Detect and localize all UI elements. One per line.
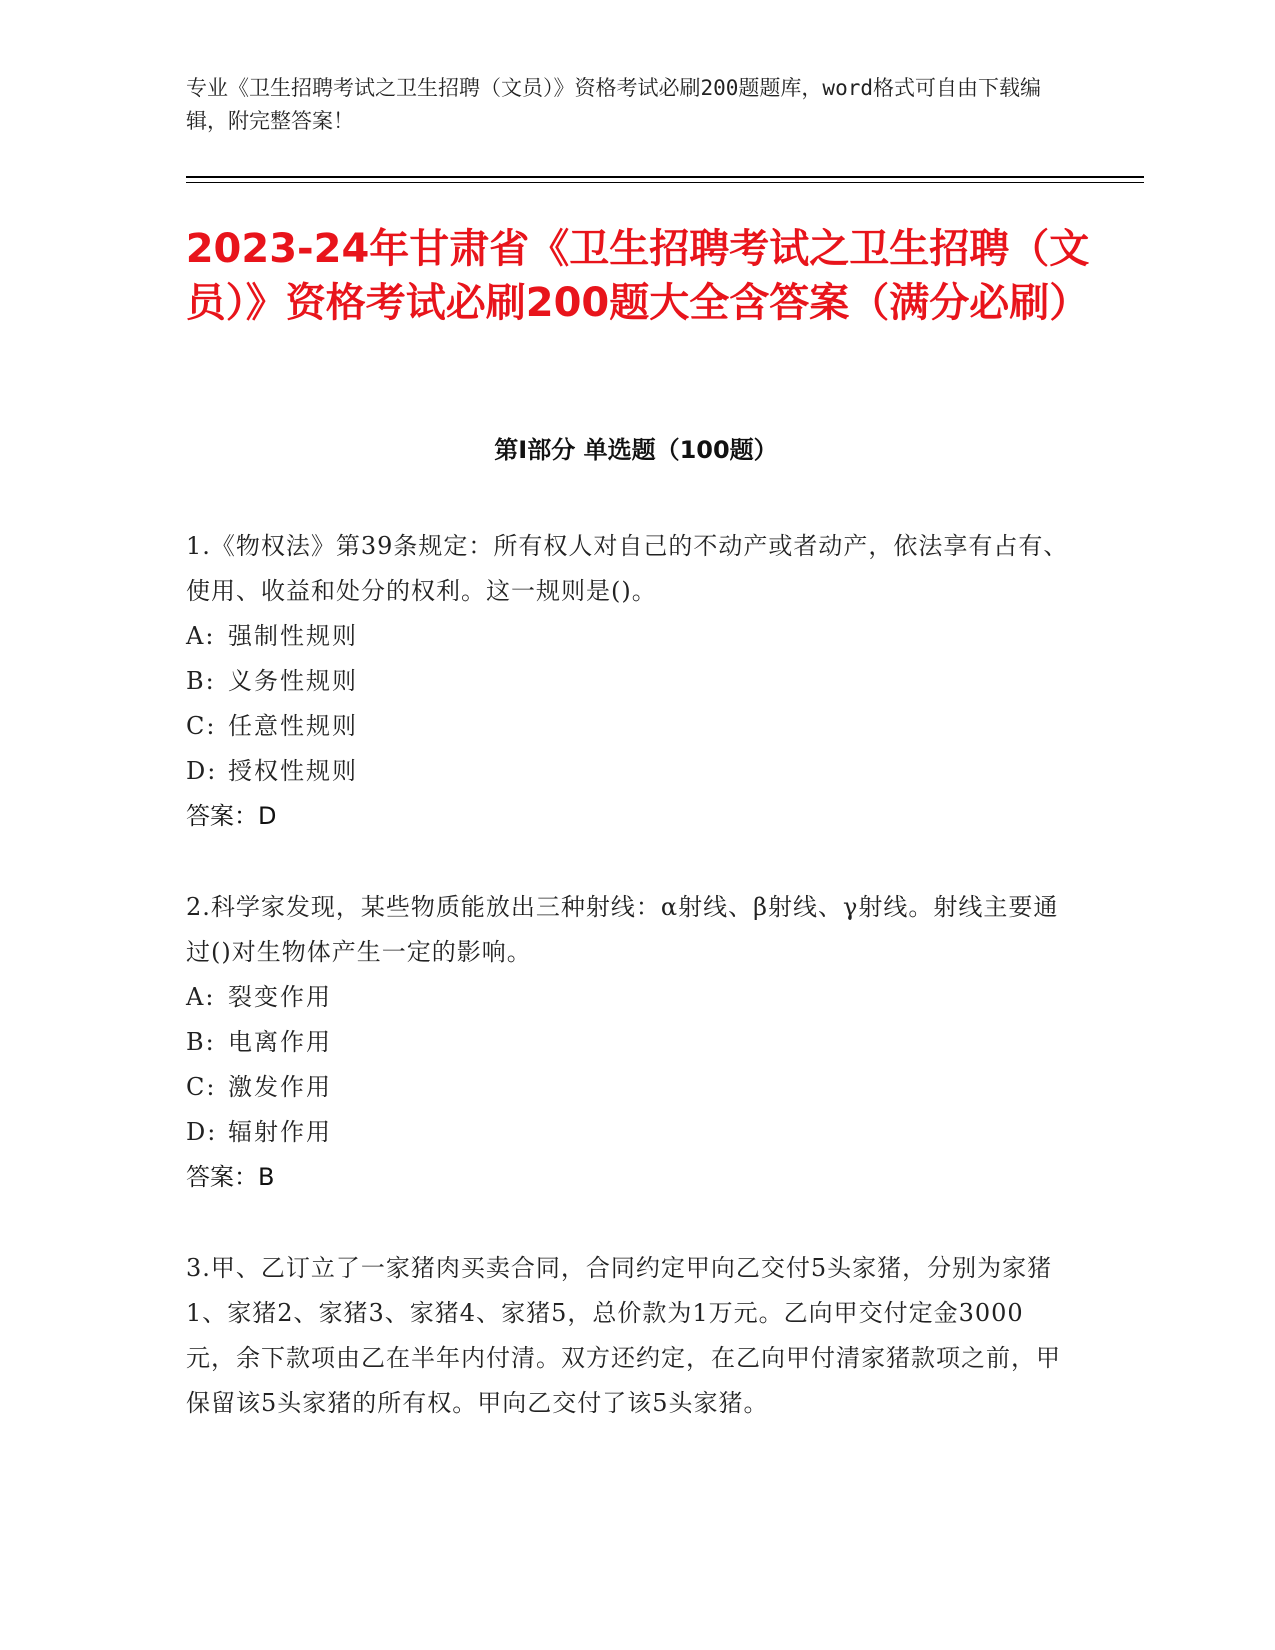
option-c bbox=[186, 1065, 1071, 1110]
option-text: 任意性规则 bbox=[228, 712, 358, 740]
option-d bbox=[186, 1110, 1071, 1155]
option-key: B: bbox=[186, 667, 216, 695]
question-stem: 2.科学家发现，某些物质能放出三种射线：α射线、β射线、γ射线。射线主要通过()对生物体产生一定的影响。 bbox=[186, 893, 1059, 966]
header-rule-thick bbox=[186, 176, 1144, 178]
header-rule-thin bbox=[186, 182, 1144, 183]
header-note: 专业《卫生招聘考试之卫生招聘（文员）》资格考试必刷200题题库，word格式可自由下载编辑，附完整答案！ bbox=[186, 76, 1041, 133]
option-key: C: bbox=[186, 1073, 217, 1101]
option-key: D: bbox=[186, 757, 218, 785]
question-3 bbox=[186, 1246, 1071, 1426]
option-c bbox=[186, 704, 1071, 749]
question-list bbox=[186, 524, 1071, 1472]
option-text: 强制性规则 bbox=[228, 622, 358, 650]
question-2 bbox=[186, 885, 1071, 1200]
option-b bbox=[186, 659, 1071, 704]
answer-line: 答案：B bbox=[186, 1163, 275, 1191]
answer-line: 答案：D bbox=[186, 802, 277, 830]
option-d bbox=[186, 749, 1071, 794]
option-text: 电离作用 bbox=[228, 1028, 332, 1056]
document-title: 2023-24年甘肃省《卫生招聘考试之卫生招聘（文员）》资格考试必刷200题大全含答案（满分必刷） bbox=[185, 226, 1090, 326]
option-key: B: bbox=[186, 1028, 216, 1056]
option-a bbox=[186, 975, 1071, 1020]
question-stem: 3.甲、乙订立了一家猪肉买卖合同，合同约定甲向乙交付5头家猪，分别为家猪1、家猪2、家猪3、家猪4、家猪5，总价款为1万元。乙向甲交付定金3000元，余下款项由乙在半年内付清。双方还约定，在乙向甲付清家猪款项之前，甲保留该5头家猪的所有权。甲向乙交付了该5头家猪。 bbox=[186, 1254, 1061, 1417]
option-a bbox=[186, 614, 1071, 659]
option-key: D: bbox=[186, 1118, 218, 1146]
option-text: 激发作用 bbox=[228, 1073, 332, 1101]
option-text: 辐射作用 bbox=[228, 1118, 332, 1146]
option-text: 授权性规则 bbox=[228, 757, 358, 785]
option-key: A: bbox=[186, 622, 216, 650]
option-key: A: bbox=[186, 983, 216, 1011]
option-b bbox=[186, 1020, 1071, 1065]
option-text: 裂变作用 bbox=[228, 983, 332, 1011]
question-stem: 1.《物权法》第39条规定：所有权人对自己的不动产或者动产，依法享有占有、使用、收益和处分的权利。这一规则是()。 bbox=[186, 532, 1069, 605]
section-title: 第I部分 单选题（100题） bbox=[494, 436, 778, 464]
option-key: C: bbox=[186, 712, 217, 740]
question-1 bbox=[186, 524, 1071, 839]
option-text: 义务性规则 bbox=[228, 667, 358, 695]
